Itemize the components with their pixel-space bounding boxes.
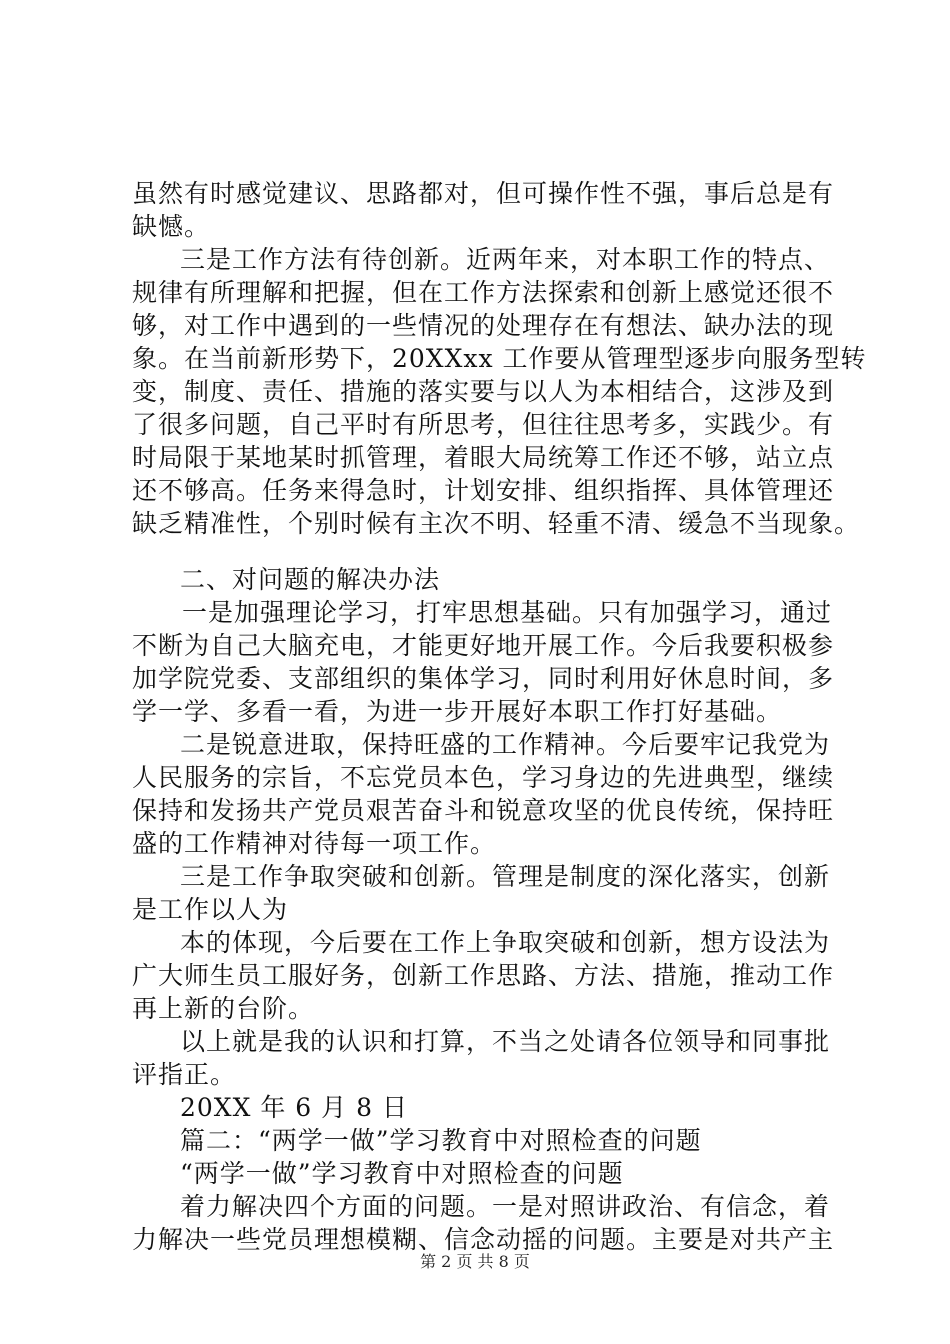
- body-line: 象。在当前新形势下，20XXxx 工作要从管理型逐步向服务型转: [132, 344, 867, 373]
- body-line: 再上新的台阶。: [132, 994, 315, 1023]
- body-line: 规律有所理解和把握，但在工作方法探索和创新上感觉还很不: [132, 278, 835, 307]
- body-line: 加学院党委、支部组织的集体学习，同时利用好休息时间，多: [132, 664, 835, 693]
- document-title: “两学一做”学习教育中对照检查的问题: [180, 1159, 624, 1188]
- body-line: 时局限于某地某时抓管理，着眼大局统筹工作还不够，站立点: [132, 443, 835, 472]
- body-line: 缺乏精准性，个别时候有主次不明、轻重不清、缓急不当现象。: [132, 509, 861, 538]
- body-line: 广大师生员工服好务，创新工作思路、方法、措施，推动工作: [132, 961, 835, 990]
- body-line: 力解决一些党员理想模糊、信念动摇的问题。主要是对共产主: [132, 1225, 835, 1254]
- body-line: 三是工作方法有待创新。近两年来，对本职工作的特点、: [180, 245, 831, 274]
- body-line: 保持和发扬共产党员艰苦奋斗和锐意攻坚的优良传统，保持旺: [132, 796, 835, 825]
- body-line: 二是锐意进取，保持旺盛的工作精神。今后要牢记我党为: [180, 730, 831, 759]
- chapter-heading: 篇二：“两学一做”学习教育中对照检查的问题: [180, 1126, 702, 1155]
- body-line: 着力解决四个方面的问题。一是对照讲政治、有信念，着: [180, 1192, 831, 1221]
- body-line: 学一学、多看一看，为进一步开展好本职工作打好基础。: [132, 697, 783, 726]
- body-line: 以上就是我的认识和打算，不当之处请各位领导和同事批: [180, 1027, 831, 1056]
- body-line: 虽然有时感觉建议、思路都对，但可操作性不强，事后总是有: [132, 179, 835, 208]
- page-number-footer: 第 2 页 共 8 页: [420, 1252, 530, 1271]
- body-line: 本的体现，今后要在工作上争取突破和创新，想方设法为: [180, 928, 831, 957]
- body-line: 是工作以人为: [132, 895, 289, 924]
- body-line: 不断为自己大脑充电，才能更好地开展工作。今后我要积极参: [132, 631, 835, 660]
- date-line: 20XX 年 6 月 8 日: [180, 1093, 408, 1122]
- section-heading: 二、对问题的解决办法: [180, 565, 441, 594]
- body-line: 三是工作争取突破和创新。管理是制度的深化落实，创新: [180, 862, 831, 891]
- body-line: 一是加强理论学习，打牢思想基础。只有加强学习，通过: [182, 598, 833, 627]
- body-line: 人民服务的宗旨，不忘党员本色，学习身边的先进典型，继续: [132, 763, 835, 792]
- body-line: 缺憾。: [132, 212, 211, 241]
- body-line: 变，制度、责任、措施的落实要与以人为本相结合，这涉及到: [132, 377, 835, 406]
- body-line: 了很多问题，自己平时有所思考，但往往思考多，实践少。有: [132, 410, 835, 439]
- body-line: 还不够高。任务来得急时，计划安排、组织指挥、具体管理还: [132, 476, 835, 505]
- body-line: 够，对工作中遇到的一些情况的处理存在有想法、缺办法的现: [132, 311, 835, 340]
- body-line: 盛的工作精神对待每一项工作。: [132, 829, 497, 858]
- body-line: 评指正。: [132, 1060, 237, 1089]
